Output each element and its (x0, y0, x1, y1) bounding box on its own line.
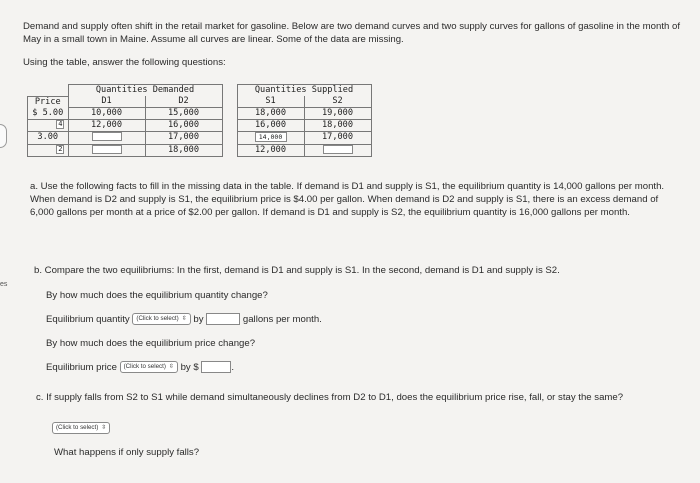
d2-header: D2 (145, 96, 222, 108)
d2-cell: 18,000 (145, 144, 222, 156)
s1-header: S1 (237, 96, 304, 108)
price-direction-select[interactable]: (Click to select) ⇳ (120, 361, 178, 373)
price-header: Price (28, 96, 69, 108)
s2-cell: 17,000 (304, 132, 371, 145)
price-cell: $ 5.00 (28, 108, 69, 120)
supply-demand-table (27, 84, 372, 157)
part-b-q1: By how much does the equilibrium quantity change? (46, 290, 268, 301)
part-c-select-wrap (52, 422, 110, 434)
d1-header: D1 (68, 96, 145, 108)
qty-row (46, 313, 322, 326)
price-cell: 3.00 (28, 132, 69, 145)
d1-cell: 10,000 (68, 108, 145, 120)
s1-cell: 18,000 (237, 108, 304, 120)
s2-cell: 19,000 (304, 108, 371, 120)
intro-text: Demand and supply often shift in the retail market for gasoline. Below are two demand curves and two supply curves for gallons of gasoline in the month of May in a small town in Maine. Assume all curves are linear. Some of the data are missing. (23, 21, 680, 45)
select-arrow-icon: ⇳ (181, 316, 187, 323)
s2-input-row4[interactable] (323, 145, 353, 154)
qs-header: Quantities Supplied (237, 85, 371, 97)
part-c-select[interactable]: (Click to select) ⇳ (52, 422, 110, 434)
part-b-prompt: b. Compare the two equilibriums: In the first, demand is D1 and supply is S1. In the second, demand is D1 and supply is S2. (34, 265, 560, 276)
qty-amount-input[interactable] (206, 313, 240, 325)
qty-label: Equilibrium quantity (46, 314, 130, 325)
s2-header: S2 (304, 96, 371, 108)
side-tab[interactable] (0, 124, 7, 148)
d2-cell: 17,000 (145, 132, 222, 145)
part-c-followup: What happens if only supply falls? (54, 447, 200, 458)
s1-cell: 12,000 (237, 144, 304, 156)
d1-cell: 12,000 (68, 120, 145, 132)
qty-direction-select[interactable]: (Click to select) ⇳ (132, 313, 190, 325)
select-arrow-icon: ⇳ (168, 364, 174, 371)
select-arrow-icon: ⇳ (101, 425, 107, 431)
price-amount-input[interactable] (201, 361, 231, 373)
margin-mark: es (0, 281, 8, 288)
period: . (231, 362, 235, 373)
d2-cell: 15,000 (145, 108, 222, 120)
s1-input-row3[interactable]: 14,000 (255, 132, 287, 142)
part-c-prompt: c. If supply falls from S2 to S1 while demand simultaneously declines from D2 to D1, does the equilibrium price rise, fall, or stay the same? (36, 392, 624, 403)
d1-input-row3[interactable] (92, 132, 122, 141)
qty-unit: gallons per month. (242, 314, 322, 325)
s1-cell: 16,000 (237, 120, 304, 132)
part-b-q2: By how much does the equilibrium price change? (46, 338, 256, 349)
part-a-text: a. Use the following facts to fill in the missing data in the table. If demand is D1 and supply is S1, the equilibrium quantity is 14,000 gallons per month. When demand is D2 and supply is S1, the equilibrium price is $4.00 per gallon. When demand is D2 and supply is S1, there is an excess demand of 6,000 gallons per month at a price of $2.00 per gallon. If demand is D1 and supply is S2, the equilibrium quantity is 16,000 gallons per month. (30, 181, 665, 218)
d1-input-row4[interactable] (92, 145, 122, 154)
price-input-row4[interactable]: 2 (56, 145, 64, 154)
qd-header: Quantities Demanded (68, 85, 222, 97)
d2-cell: 16,000 (145, 120, 222, 132)
by-dollar-label: by $ (180, 362, 199, 373)
price-input-row2[interactable]: 4 (56, 120, 64, 129)
price-row (46, 361, 234, 374)
price-label: Equilibrium price (46, 362, 117, 373)
s2-cell: 18,000 (304, 120, 371, 132)
instruction-text: Using the table, answer the following questions: (23, 57, 226, 68)
by-label: by (193, 314, 204, 325)
